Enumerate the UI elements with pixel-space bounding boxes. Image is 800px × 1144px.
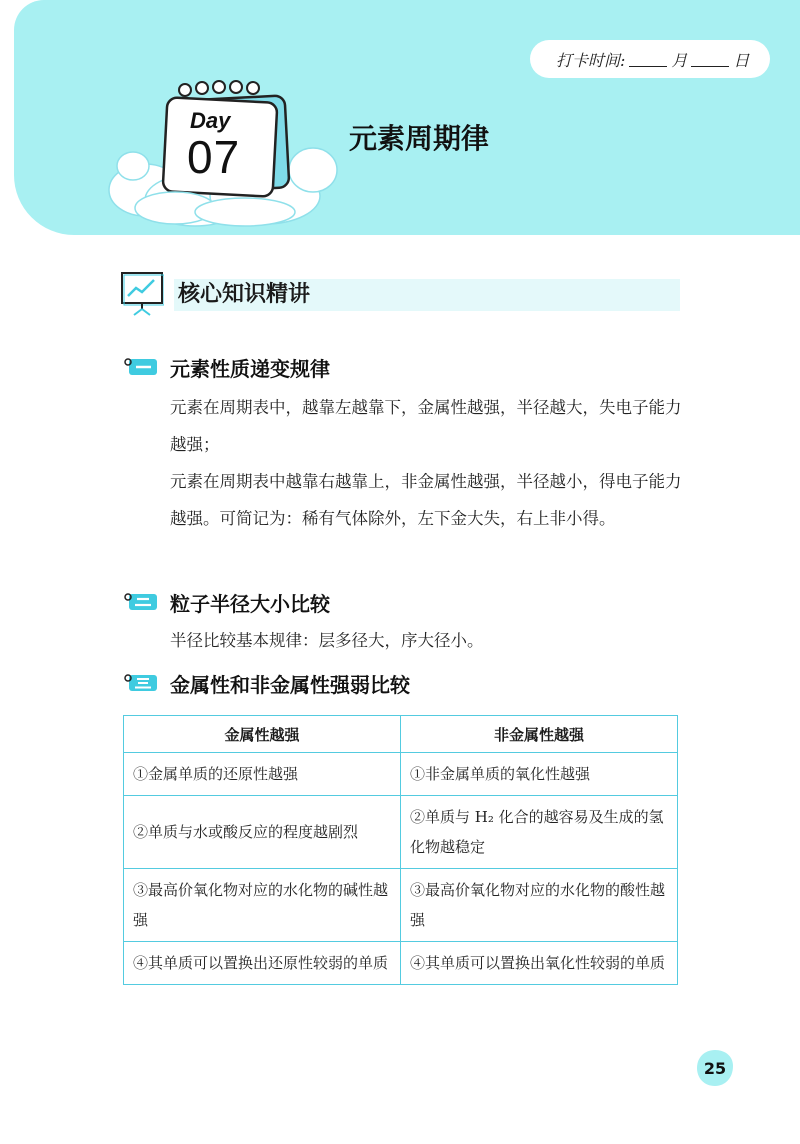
day-label: Day xyxy=(190,108,231,133)
table-header-metallic: 金属性越强 xyxy=(124,716,401,753)
checkin-day-blank xyxy=(691,52,729,67)
table-header-row xyxy=(124,716,678,753)
table-cell: ②单质与水或酸反应的程度越剧烈 xyxy=(124,796,401,869)
page-title: 元素周期律 xyxy=(349,122,490,155)
checkin-prefix: 打卡时间: xyxy=(556,50,626,70)
subsection-2-paragraph-1: 半径比较基本规律：层多径大，序大径小。 xyxy=(170,631,484,650)
table-cell: ③最高价氧化物对应的水化物的酸性越强 xyxy=(401,869,678,942)
table-cell: ①非金属单质的氧化性越强 xyxy=(401,753,678,796)
checkin-month-blank xyxy=(629,52,667,67)
table-row xyxy=(124,796,678,869)
table-header-nonmetallic: 非金属性越强 xyxy=(401,716,678,753)
table-row xyxy=(124,869,678,942)
page-number: 25 xyxy=(703,1058,727,1078)
numeral-three-icon xyxy=(123,672,157,692)
page-number-badge xyxy=(695,1048,735,1088)
checkin-month-label: 月 xyxy=(671,50,688,70)
day-number: 07 xyxy=(187,131,241,183)
subsection-1-paragraph-1: 元素在周期表中，越靠左越靠下，金属性越强，半径越大，失电子能力越强； xyxy=(170,398,682,454)
table-cell: ①金属单质的还原性越强 xyxy=(124,753,401,796)
numeral-one-icon xyxy=(123,356,157,376)
checkin-time-box xyxy=(530,40,770,78)
numeral-two-icon xyxy=(123,591,157,611)
subsection-title-3: 金属性和非金属性强弱比较 xyxy=(170,673,410,697)
table-cell: ④其单质可以置换出还原性较弱的单质 xyxy=(124,942,401,985)
checkin-day-label: 日 xyxy=(733,50,750,70)
presentation-board-icon xyxy=(120,270,164,316)
table-cell: ③最高价氧化物对应的水化物的碱性越强 xyxy=(124,869,401,942)
table-row xyxy=(124,753,678,796)
comparison-table xyxy=(123,715,678,985)
section-title: 核心知识精讲 xyxy=(178,282,311,307)
subsection-title-2: 粒子半径大小比较 xyxy=(170,592,330,616)
table-row xyxy=(124,942,678,985)
subsection-1-paragraph-2: 元素在周期表中越靠右越靠上，非金属性越强，半径越小，得电子能力越强。可简记为：稀有气体除外，左下金大失，右上非小得。 xyxy=(170,472,682,528)
table-cell: ④其单质可以置换出氧化性较弱的单质 xyxy=(401,942,678,985)
table-cell: ②单质与 H₂ 化合的越容易及生成的氢化物越稳定 xyxy=(401,796,678,869)
subsection-title-1: 元素性质递变规律 xyxy=(170,357,330,381)
